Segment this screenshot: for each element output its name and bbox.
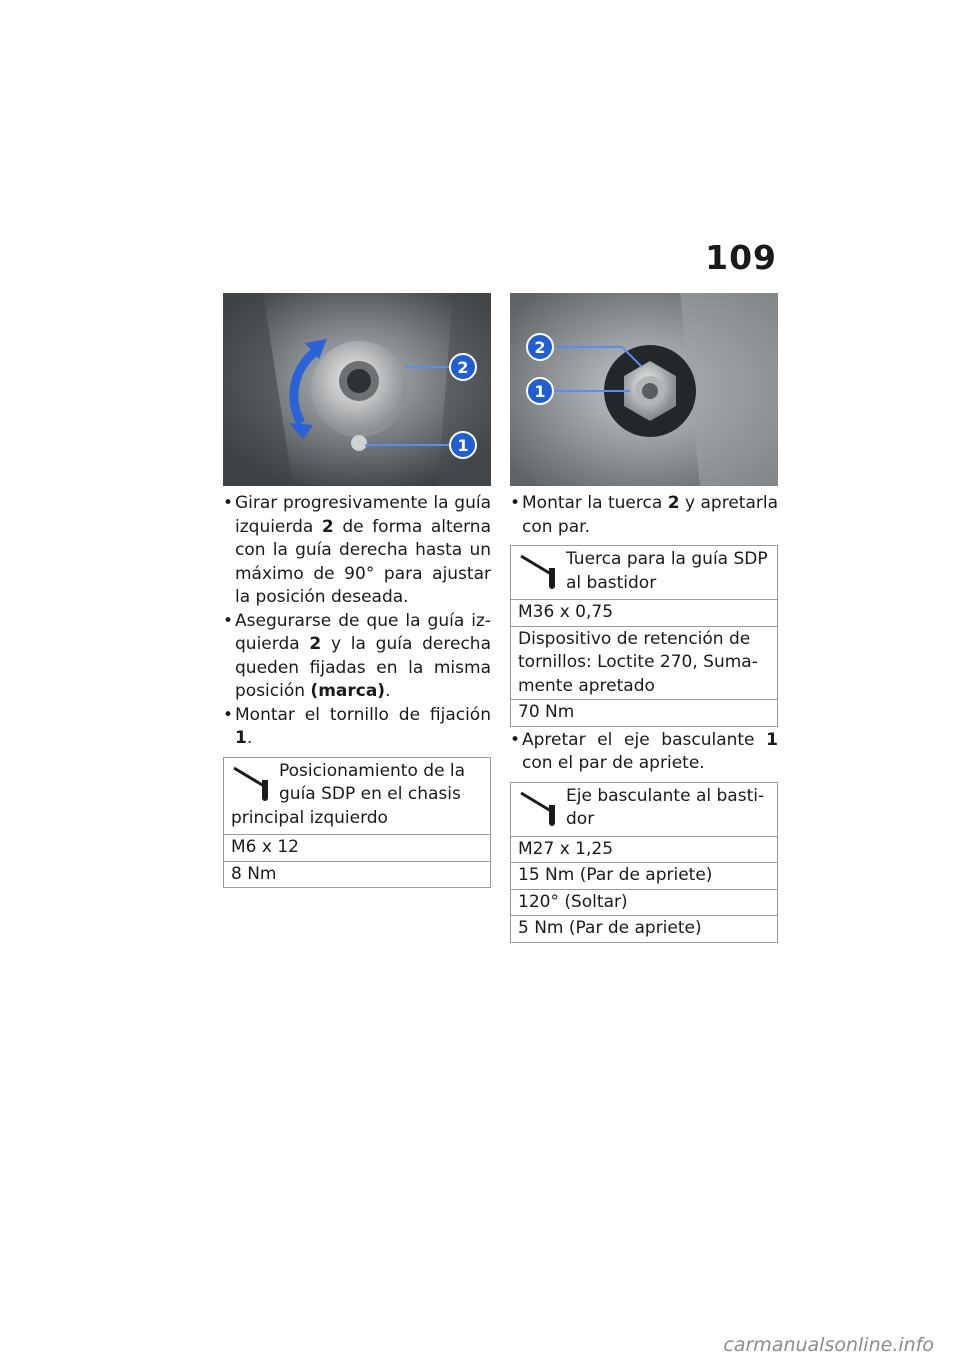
photo-left-guide-adjustment: [223, 293, 491, 486]
torque-spec-table: [223, 757, 491, 889]
callout-2: 2: [534, 338, 546, 357]
torque-wrench-icon: [231, 762, 275, 802]
callout-1: 1: [457, 436, 469, 455]
spec-row: M6 x 12: [224, 835, 491, 862]
spec-title-cell: [224, 757, 491, 835]
torque-spec-table: [510, 782, 778, 943]
bullet-icon: •: [223, 493, 234, 513]
bullet-icon: •: [223, 610, 234, 631]
list-item: • Montar el tornillo de fijación 1.: [223, 704, 491, 748]
bullet-icon: •: [510, 729, 521, 750]
callout-2: 2: [457, 358, 469, 377]
right-column: [510, 293, 778, 945]
watermark: carmanualsonline.info: [723, 1334, 934, 1356]
list-item: • Girar progresivamente la guía izquierda 2 de forma alterna con la guía derecha hasta un máximo de 90° para ajustar la posición deseada.: [223, 493, 491, 607]
spec-row: 120° (Soltar): [511, 889, 778, 916]
spec-row: 15 Nm (Par de apriete): [511, 863, 778, 890]
photo-right-nut-and-swingarm: [510, 293, 778, 486]
left-column: [223, 293, 491, 890]
torque-wrench-icon: [518, 550, 562, 590]
spec-row: M36 x 0,75: [511, 600, 778, 627]
spec-row: 70 Nm: [511, 700, 778, 727]
callout-1: 1: [534, 382, 546, 401]
page-number: 109: [705, 238, 777, 277]
spec-title-cell: [511, 782, 778, 836]
spec-title-cell: [511, 546, 778, 600]
spec-title: Tuerca para la guía SDP al bastidor: [566, 549, 768, 593]
list-item: • Montar la tuerca 2 y apretarla con par.: [510, 493, 778, 537]
ref-number: 2: [667, 493, 680, 513]
torque-spec-table: [510, 545, 778, 727]
ref-number: 2: [309, 634, 322, 654]
torque-wrench-icon: [518, 787, 562, 827]
bullet-icon: •: [510, 493, 521, 513]
list-item: • Apretar el eje basculante 1 con el par de apriete.: [510, 729, 778, 773]
right-instructions-2: [510, 729, 778, 776]
spec-title: Eje basculante al bastidor: [566, 785, 765, 829]
ref-number: 1: [235, 728, 247, 748]
ref-number: 1: [766, 729, 778, 750]
spec-row: 8 Nm: [224, 861, 491, 888]
left-instructions: [223, 492, 491, 751]
spec-row: 5 Nm (Par de apriete): [511, 916, 778, 943]
mark-label: (marca): [310, 681, 386, 701]
spec-title: Posicionamiento de la guía SDP en el chasis principal izquierdo: [231, 760, 466, 828]
right-instructions-1: [510, 492, 778, 539]
spec-row: M27 x 1,25: [511, 836, 778, 863]
bullet-icon: •: [223, 704, 234, 725]
ref-number: 2: [321, 516, 334, 537]
list-item: • Asegurarse de que la guía izquierda 2 y la guía derecha queden fijadas en la misma posición (marca).: [223, 610, 491, 701]
spec-row: Dispositivo de retención de tornillos: Loctite 270, Sumamente apretado: [511, 626, 778, 700]
